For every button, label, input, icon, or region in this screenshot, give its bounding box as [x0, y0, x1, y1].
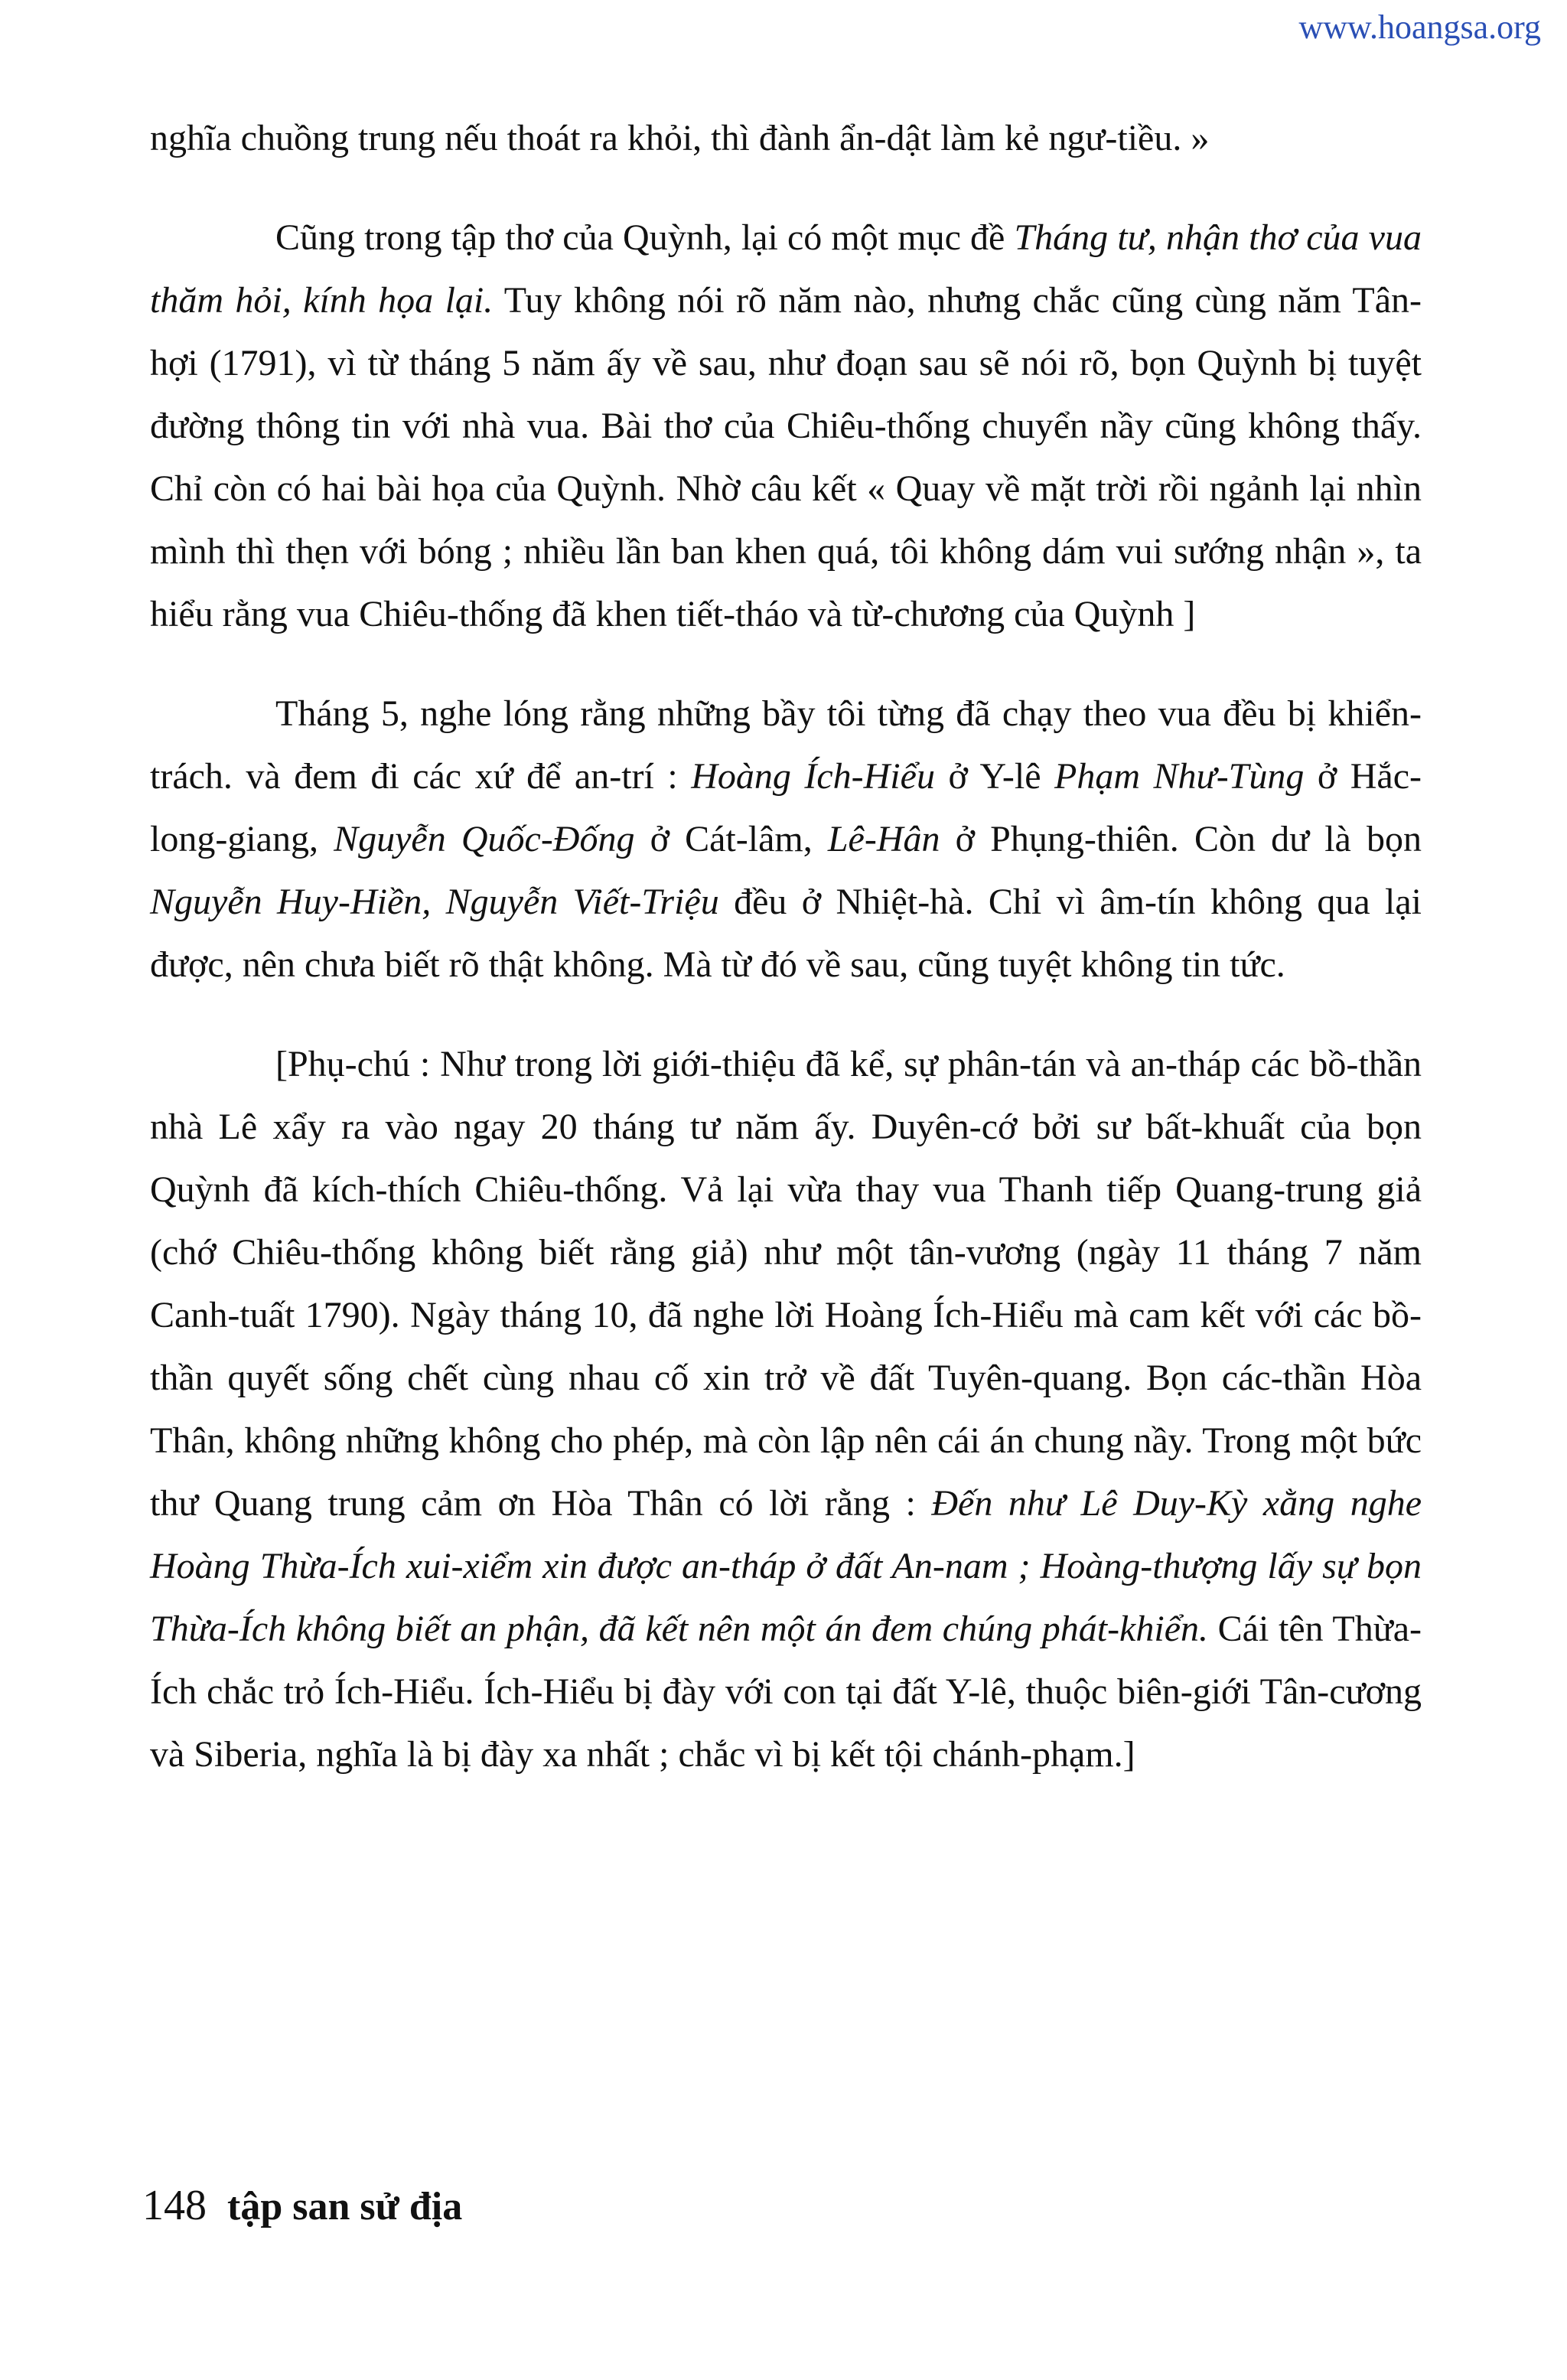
italic-text-segment: Nguyễn Huy-Hiền, Nguyễn Viết-Triệu — [150, 882, 719, 922]
italic-text-segment: Đến như Lê Duy-Kỳ xằng nghe Hoàng Thừa-Ích xui-xiểm xin được an-tháp ở đất An-nam ; Hoàng-thượng lấy sự bọn Thừa-Ích không biết an phận, đã kết nên một án đem chúng phát-khiển. — [150, 1483, 1422, 1649]
text-segment: ở Phụng-thiên. Còn dư là bọn — [940, 819, 1422, 859]
italic-text-segment: Lê-Hân — [827, 819, 940, 859]
text-segment: Tháng 5, nghe lóng rằng những bầy tôi từng đã chạy theo vua đều bị khiển-trách. và đem đi các xứ để an-trí : — [150, 693, 1422, 797]
text-segment: Cái tên Thừa-Ích chắc trỏ Ích-Hiểu. Ích-Hiểu bị đày với con tại đất Y-lê, thuộc biên-giới Tân-cương và Siberia, nghĩa là bị đày xa nhất ; chắc vì bị kết tội chánh-phạm.] — [150, 1609, 1422, 1775]
italic-text-segment: Nguyễn Quốc-Đống — [334, 819, 635, 859]
paragraph-1 — [150, 107, 1422, 170]
paragraph-4-footnote — [150, 1033, 1422, 1786]
text-segment: Tuy không nói rõ năm nào, nhưng chắc cũng cùng năm Tân-hợi (1791), vì từ tháng 5 năm ấy về sau, như đoạn sau sẽ nói rõ, bọn Quỳnh bị tuyệt đường thông tin với nhà vua. Bài thơ của Chiêu-thống chuyển nầy cũng không thấy. Chỉ còn có hai bài họa của Quỳnh. Nhờ câu kết « Quay về mặt trời rồi ngảnh lại nhìn mình thì thẹn với bóng ; nhiều lần ban khen quá, tôi không dám vui sướng nhận », ta hiểu rằng vua Chiêu-thống đã khen tiết-tháo và từ-chương của Quỳnh ] — [150, 280, 1422, 634]
italic-text-segment: Tháng tư, nhận thơ của vua thăm hỏi, kính họa lại. — [150, 217, 1422, 321]
text-segment: ở Cát-lâm, — [634, 819, 828, 859]
text-segment: Cũng trong tập thơ của Quỳnh, lại có một mục đề — [275, 217, 1015, 258]
page-number: 148 — [142, 2182, 207, 2229]
text-segment: [Phụ-chú : Như trong lời giới-thiệu đã kể, sự phân-tán và an-tháp các bồ-thần nhà Lê xẩy ra vào ngay 20 tháng tư năm ấy. Duyên-cớ bởi sư bất-khuất của bọn Quỳnh đã kích-thích Chiêu-thống. Vả lại vừa thay vua Thanh tiếp Quang-trung giả (chớ Chiêu-thống không biết rằng giả) như một tân-vương (ngày 11 tháng 7 năm Canh-tuất 1790). Ngày tháng 10, đã nghe lời Hoàng Ích-Hiểu mà cam kết với các bồ-thần quyết sống chết cùng nhau cố xin trở về đất Tuyên-quang. Bọn các-thần Hòa Thân, không những không cho phép, mà còn lập nên cái án chung nầy. Trong một bức thư Quang trung cảm ơn Hòa Thân có lời rằng : — [150, 1044, 1422, 1524]
text-segment: ở Y-lê — [934, 756, 1055, 797]
paragraph-3 — [150, 683, 1422, 996]
italic-text-segment: Hoàng Ích-Hiểu — [691, 756, 935, 797]
page-footer — [142, 2181, 462, 2230]
italic-text-segment: Phạm Như-Tùng — [1054, 756, 1305, 797]
text-segment: đều ở Nhiệt-hà. Chỉ vì âm-tín không qua lại được, nên chưa biết rõ thật không. Mà từ đó về sau, cũng tuyệt không tin tức. — [150, 882, 1422, 985]
paragraph-2 — [150, 207, 1422, 646]
website-watermark[interactable]: www.hoangsa.org — [1298, 8, 1541, 46]
text-segment: ở Hắc-long-giang, — [150, 756, 1422, 859]
publication-name: tập san sử địa — [227, 2185, 463, 2228]
text-segment: nghĩa chuồng trung nếu thoát ra khỏi, thì đành ẩn-dật làm kẻ ngư-tiều. » — [150, 118, 1210, 158]
page-body — [150, 107, 1422, 1786]
